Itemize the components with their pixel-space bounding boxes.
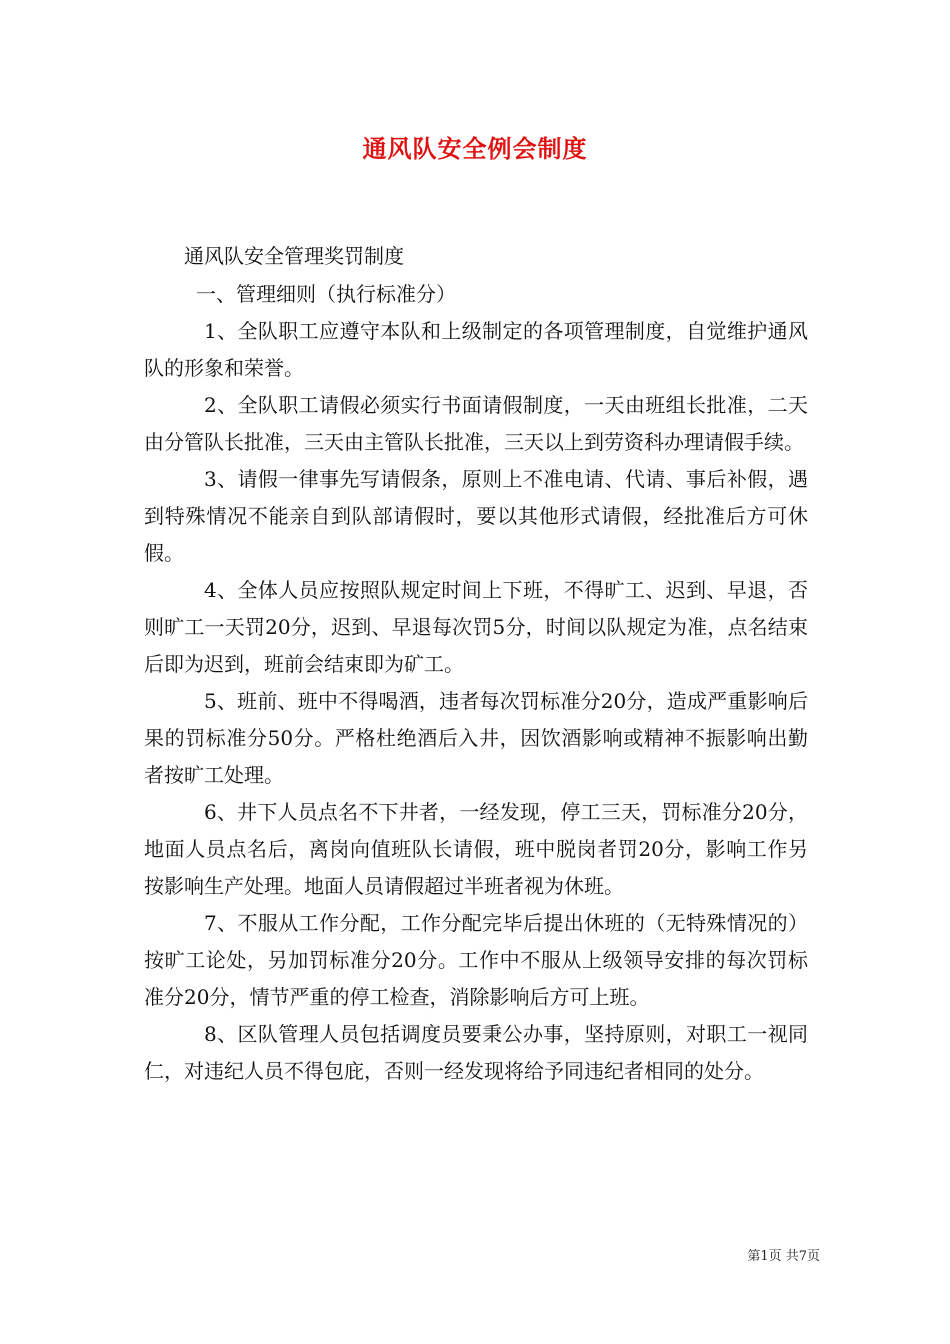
page-number-footer: 第1页 共7页 xyxy=(747,1249,820,1264)
paragraph-1: 1、全队职工应遵守本队和上级制定的各项管理制度，自觉维护通风队的形象和荣誉。 xyxy=(144,319,808,380)
paragraph-7: 7、不服从工作分配，工作分配完毕后提出休班的（无特殊情况的）按旷工论处，另加罚标准分20分。工作中不服从上级领导安排的每次罚标准分20分，情节严重的停工检查，消除影响后方可上班。 xyxy=(144,911,808,1009)
paragraph-3: 3、请假一律事先写请假条，原则上不准电请、代请、事后补假，遇到特殊情况不能亲自到队部请假时，要以其他形式请假，经批准后方可休假。 xyxy=(144,467,808,565)
section-heading: 一、管理细则（执行标准分） xyxy=(196,282,456,306)
document-body xyxy=(144,238,808,1090)
paragraph-4: 4、全体人员应按照队规定时间上下班，不得旷工、迟到、早退，否则旷工一天罚20分，迟到、早退每次罚5分，时间以队规定为准，点名结束后即为迟到，班前会结束即为矿工。 xyxy=(144,578,808,676)
document-title: 通风队安全例会制度 xyxy=(362,134,588,163)
paragraph-8: 8、区队管理人员包括调度员要秉公办事，坚持原则，对职工一视同仁，对违纪人员不得包庇，否则一经发现将给予同违纪者相同的处分。 xyxy=(144,1022,808,1083)
paragraph-6: 6、井下人员点名不下井者，一经发现，停工三天，罚标准分20分，地面人员点名后，离岗向值班队长请假，班中脱岗者罚20分，影响工作另按影响生产处理。地面人员请假超过半班者视为休班。 xyxy=(144,800,808,898)
subtitle: 通风队安全管理奖罚制度 xyxy=(184,244,404,268)
paragraph-5: 5、班前、班中不得喝酒，违者每次罚标准分20分，造成严重影响后果的罚标准分50分。严格杜绝酒后入井，因饮酒影响或精神不振影响出勤者按旷工处理。 xyxy=(144,689,808,787)
paragraph-2: 2、全队职工请假必须实行书面请假制度，一天由班组长批准，二天由分管队长批准，三天由主管队长批准，三天以上到劳资科办理请假手续。 xyxy=(144,393,808,454)
